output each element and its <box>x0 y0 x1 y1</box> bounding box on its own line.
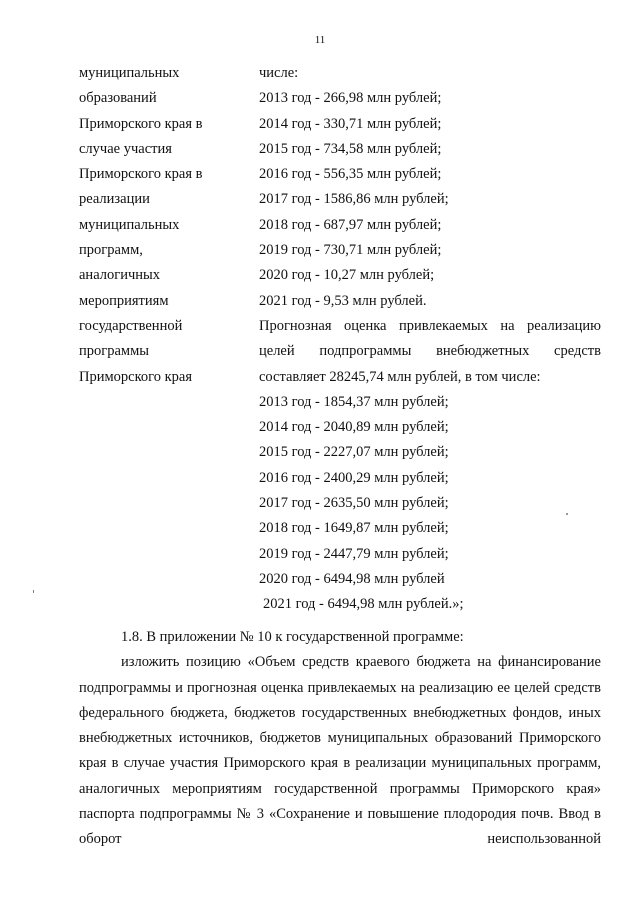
left-column-line: образований <box>79 90 157 107</box>
table-right-column <box>259 61 601 618</box>
forecast-year-line: 2018 год - 1649,87 млн рублей; <box>259 520 449 537</box>
table-left-column <box>79 61 249 390</box>
budget-year-line: 2020 год - 10,27 млн рублей; <box>259 267 435 284</box>
budget-year-line: 2017 год - 1586,86 млн рублей; <box>259 191 449 208</box>
item-heading: 1.8. В приложении № 10 к государственной программе: <box>121 629 464 645</box>
forecast-text-line: Прогнозная оценка привлекаемых на реализацию <box>259 317 601 334</box>
left-column-line: муниципальных <box>79 65 180 81</box>
forecast-text-line: составляет 28245,74 млн рублей, в том числе: <box>259 368 541 385</box>
left-column-line: случае участия <box>79 140 172 157</box>
body-text <box>79 625 601 853</box>
amendment-paragraph: изложить позицию «Объем средств краевого бюджета на финансирование подпрограммы и прогнозная оценка привлекаемых на реализацию ее целей средств федерального бюджета, бюджетов государственных внебюджетных фондов, иных внебюджетных источников, бюджетов муниципальных образований Приморского края в случае участия Приморского края в реализации муниципальных программ, аналогичных мероприятиям государственной программы Приморского края» паспорта подпрограммы № 3 «Сохранение и повышение плодородия почв. Ввод в оборот неиспользованной <box>79 654 601 848</box>
forecast-text-line: целей подпрограммы внебюджетных средств <box>259 343 601 360</box>
left-column-line: программ, <box>79 242 143 259</box>
left-column-line: Приморского края в <box>79 115 203 132</box>
left-column-line: программы <box>79 343 149 360</box>
forecast-year-line: 2013 год - 1854,37 млн рублей; <box>259 393 449 410</box>
left-column-line: Приморского края <box>79 368 193 385</box>
budget-year-line: 2019 год - 730,71 млн рублей; <box>259 242 442 259</box>
forecast-year-line: 2019 год - 2447,79 млн рублей; <box>259 545 449 562</box>
forecast-year-line: 2015 год - 2227,07 млн рублей; <box>259 444 449 461</box>
left-column-line: государственной <box>79 317 183 334</box>
budget-year-line: 2021 год - 9,53 млн рублей. <box>259 292 427 309</box>
budget-year-line: 2015 год - 734,58 млн рублей; <box>259 140 442 157</box>
scan-speck <box>33 590 34 593</box>
budget-year-line: 2013 год - 266,98 млн рублей; <box>259 90 442 107</box>
left-column-line: Приморского края в <box>79 166 203 183</box>
forecast-year-line: 2014 год - 2040,89 млн рублей; <box>259 419 449 436</box>
budget-year-line: 2016 год - 556,35 млн рублей; <box>259 166 442 183</box>
forecast-year-line: 2021 год - 6494,98 млн рублей.»; <box>263 596 464 613</box>
forecast-year-line: 2016 год - 2400,29 млн рублей; <box>259 469 449 486</box>
forecast-year-line: 2020 год - 6494,98 млн рублей <box>259 570 445 587</box>
left-column-line: аналогичных <box>79 267 160 284</box>
left-column-line: реализации <box>79 191 150 208</box>
left-column-line: муниципальных <box>79 216 180 233</box>
forecast-year-line: 2017 год - 2635,50 млн рублей; <box>259 495 449 512</box>
budget-year-line: 2014 год - 330,71 млн рублей; <box>259 115 442 132</box>
right-column-intro: числе: <box>259 65 299 81</box>
page-number: 11 <box>314 34 326 46</box>
scan-speck <box>566 513 568 515</box>
left-column-line: мероприятиям <box>79 292 169 309</box>
budget-year-line: 2018 год - 687,97 млн рублей; <box>259 216 442 233</box>
